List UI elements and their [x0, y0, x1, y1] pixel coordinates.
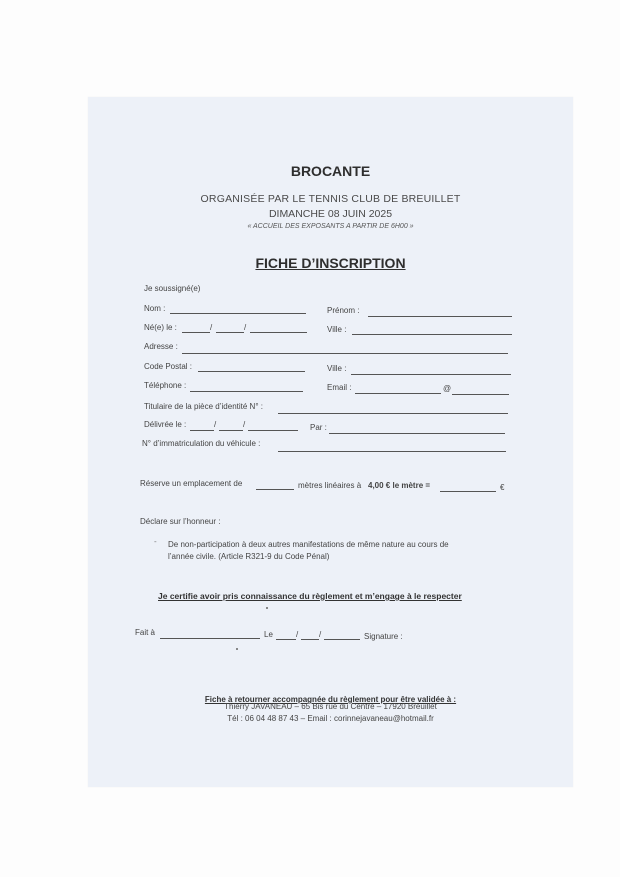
return-instructions: Fiche à retourner accompagnée du règlement pour être validée à :: [204, 695, 457, 704]
organizer-line: ORGANISÉE PAR LE TENNIS CLUB DE BREUILLET: [200, 193, 461, 205]
id-number-field[interactable]: [278, 413, 508, 414]
email-domain-field[interactable]: [452, 394, 509, 395]
bullet-dash: -: [154, 537, 157, 546]
contact-info: Tél : 06 04 48 87 43 – Email : corinnejavaneau@hotmail.fr: [227, 714, 434, 723]
issue-year-field[interactable]: [248, 430, 298, 431]
birth-date-label: Né(e) le :: [144, 323, 177, 332]
address-field[interactable]: [182, 353, 508, 354]
event-title: BROCANTE: [290, 163, 371, 179]
exhibitor-welcome: « ACCUEIL DES EXPOSANTS A PARTIR DE 6H00 »: [247, 223, 414, 230]
phone-field[interactable]: [190, 391, 303, 392]
id-number-label: Titulaire de la pièce d’identité N° :: [144, 402, 263, 411]
declaration-intro: Déclare sur l’honneur :: [140, 517, 221, 526]
birth-month-field[interactable]: [216, 332, 244, 333]
issue-date-label: Délivrée le :: [144, 420, 187, 429]
undersigned-label: Je soussigné(e): [144, 284, 201, 293]
date-separator: /: [319, 630, 322, 639]
last-name-field[interactable]: [170, 313, 306, 314]
return-address: Thierry JAVANEAU – 65 Bis rue du Centre – 17920 Breuillet: [224, 702, 437, 711]
city-label: Ville :: [327, 364, 347, 373]
declaration-line-2: l’année civile. (Article R321-9 du Code Pénal): [168, 552, 330, 561]
place-label: Fait à: [135, 628, 156, 637]
euro-sign: €: [500, 483, 505, 492]
date-separator: /: [210, 323, 213, 332]
sign-year-field[interactable]: [324, 639, 360, 640]
phone-label: Téléphone :: [144, 381, 187, 390]
date-separator: /: [243, 420, 246, 429]
total-amount-field[interactable]: [440, 491, 496, 492]
sign-month-field[interactable]: [301, 639, 319, 640]
linear-meters-label: mètres linéaires à: [298, 481, 362, 490]
sign-day-field[interactable]: [276, 639, 296, 640]
birth-city-label: Ville :: [327, 325, 347, 334]
birth-day-field[interactable]: [182, 332, 210, 333]
date-separator: /: [214, 420, 217, 429]
postal-code-label: Code Postal :: [144, 362, 193, 371]
date-label: Le: [264, 630, 273, 639]
reservation-label: Réserve un emplacement de: [140, 479, 243, 488]
price-per-meter: 4,00 € le mètre =: [368, 481, 431, 490]
signature-label: Signature :: [364, 632, 403, 641]
date-separator: /: [296, 630, 299, 639]
first-name-field[interactable]: [368, 316, 512, 317]
address-label: Adresse :: [144, 342, 178, 351]
first-name-label: Prénom :: [327, 306, 360, 315]
event-date: DIMANCHE 08 JUIN 2025: [268, 208, 393, 220]
scan-speck: [266, 607, 268, 609]
scan-speck: [236, 648, 238, 650]
postal-code-field[interactable]: [198, 371, 305, 372]
declaration-line-1: De non-participation à deux autres manifestations de même nature au cours de: [168, 540, 449, 549]
place-field[interactable]: [160, 638, 260, 639]
registration-form-sheet: [88, 97, 573, 787]
last-name-label: Nom :: [144, 304, 166, 313]
certify-statement: Je certifie avoir pris connaissance du règlement et m’engage à le respecter: [158, 591, 462, 601]
vehicle-plate-field[interactable]: [278, 451, 506, 452]
at-sign: @: [443, 384, 452, 393]
birth-city-field[interactable]: [352, 334, 512, 335]
form-title: FICHE D’INSCRIPTION: [255, 255, 406, 271]
date-separator: /: [244, 323, 247, 332]
issue-month-field[interactable]: [219, 430, 243, 431]
issue-day-field[interactable]: [190, 430, 214, 431]
issued-by-label: Par :: [310, 423, 327, 432]
city-field[interactable]: [351, 374, 511, 375]
meters-field[interactable]: [256, 489, 294, 490]
vehicle-plate-label: N° d’immatriculation du véhicule :: [142, 439, 261, 448]
issued-by-field[interactable]: [329, 433, 505, 434]
email-user-field[interactable]: [355, 393, 441, 394]
email-label: Email :: [327, 383, 352, 392]
birth-year-field[interactable]: [250, 332, 307, 333]
